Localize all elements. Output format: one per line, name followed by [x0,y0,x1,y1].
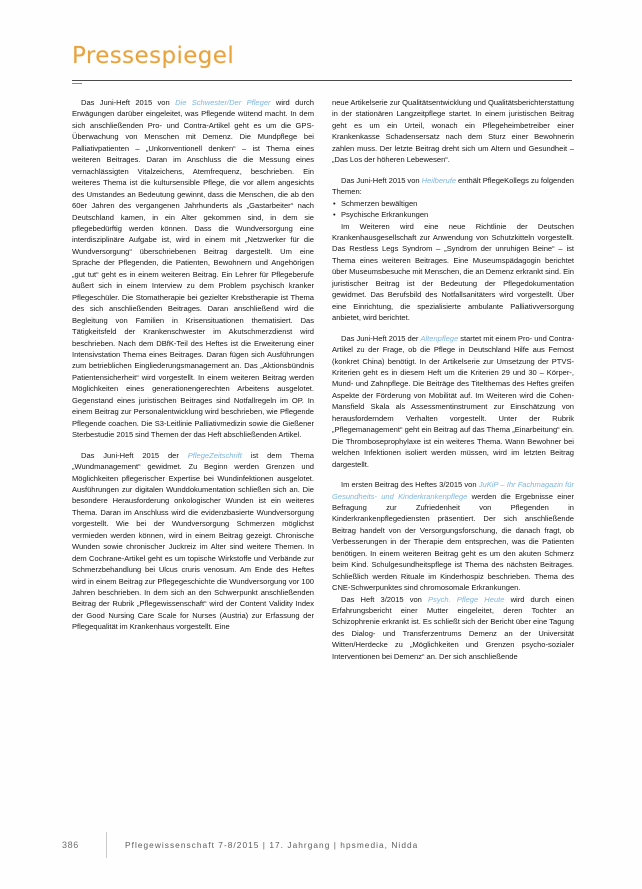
page-footer [0,832,642,862]
paragraph-text-segment: Im ersten Beitrag des Heftes 3/2015 von [341,480,479,490]
page-number: 386 [62,840,79,850]
list-item: • Schmerzen bewältigen [332,198,574,209]
paragraph-text-segment: wird durch einen Erfahrungsbericht einer Mutter eingeleitet, deren Tochter an Schizophrenie erkrankt ist. Es schließt sich der Bericht über eine Tagung des Dialog- und Transferzentrums Demenz an der Universität Witten/Herdecke zu „Möglichkeiten und Grenzen psycho-sozialer Interventionen bei Demenz“ an. Der sich anschließende [332,594,575,661]
journal-link-die-schwester-der-pfleger[interactable]: Die Schwester/Der Pfleger [175,98,271,107]
journal-link-altenpflege[interactable]: Altenpflege [420,333,459,343]
paragraph-psych-pflege-heute [332,594,574,663]
journal-link-psych-pflege-heute[interactable]: Psych. Pflege Heute [428,594,505,604]
page-header [72,44,572,71]
list-item: • Psychische Erkrankungen [332,209,574,220]
paragraph-altenpflege [332,333,574,470]
footer-divider [106,832,107,858]
paragraph-schwester-pfleger [72,97,314,441]
paragraph-text-segment: Das Juni-Heft 2015 von [81,98,176,107]
paragraph-text-segment: Das Heft 3/2015 von [341,594,429,604]
paragraph-heilberufe-continued: Im Weiteren wird eine neue Richtlinie der Deutschen Krankenhausgesellschaft zur Anwendung von Schutzkitteln vorgestellt. Das Restless Legs Syndrom – „Syndrom der unruhigen Beine“ – ist Thema eines weiteren Beitrages. Eine Museumspädagogin berichtet über Museumsbesuche mit Menschen, die an Demenz erkrankt sind. Ein juristischer Beitrag ist der Bedeutung der Pflegedokumentation gewidmet. Das Berufsbild des Notfallsanitäters wird vorgestellt. Über eine Einrichtung, die spezialisierte ambulante Palliativversorgung anbietet, wird berichtet. [332,221,574,323]
right-column [332,97,574,809]
header-rule-main [72,80,572,81]
article-columns [72,97,574,809]
journal-link-heilberufe[interactable]: Heilberufe [421,175,457,185]
header-rule [72,80,572,84]
paragraph-jukip [332,479,574,594]
pflegekolleg-topic-list [332,198,574,221]
footer-inner [62,832,418,858]
paragraph-text-segment: startet mit einem Pro- und Contra-Artikel zu der Frage, ob die Pflege in Deutschland Hilfe aus Fernost (konkret China) benötigt. In der Artikelserie zur Umsetzung der PTVS-Kriterien geht es in diesem Heft um die Kriterien 29 und 30 – Körper-, Mund- und Zahnpflege. Die Beiträge des Titelthemas des Heftes greifen Aspekte der Förderung von Mobilität auf. Im Weiteren wird die Cohen-Mansfield Skala als Assessmentinstrument zur Einschätzung von herausforderndem Verhalten vorgestellt. Unter der Rubrik „Pflegemanagement“ geht ein Beitrag auf das Thema „Einarbeitung“ ein. Die Thromboseprophylaxe ist ein weiteres Thema. Wann Bewohner bei welchen Infektionen isoliert werden müssen, wird im letzten Beitrag dargestellt. [332,333,574,469]
paragraph-heilberufe [332,175,574,198]
journal-link-pflegezeitschrift[interactable]: PflegeZeitschrift [187,450,242,460]
paragraph-text-segment: ist dem Thema „Wundmanagement“ gewidmet. Zu Beginn werden Grenzen und Möglichkeiten pflegerischer Expertise bei Wundinfektionen ausgelotet. Ausführungen zur digitalen Wunddokumentation schließen sich an. Die besondere Herausforderung onkologischer Wunden ist ein weiteres Thema. Daran im Anschluss wird die evidenzbasierte Wundversorgung vorgestellt. Wie bei der Wundversorgung Schmerzen möglichst vermieden werden können, wird in einem Beitrag gezeigt. Chronische Wunden sowie chronischer Juckreiz im Alter sind weitere Themen. In dem Cochrane-Artikel geht es um topische Wirkstoffe und Verbände zur Schmerzbehandlung bei Ulcus cruris venosum. Am Ende des Heftes wird in einem Beitrag zur Pflegegeschichte die Wundversorgung vor 100 Jahren beschrieben. In dem sich an den Schwerpunkt anschließenden Beitrag der Rubrik „Pflegewissenschaft“ wird der Content Validity Index der Good Nursing Care Scale for Nurses (Austria) zur Erfassung der Pflegequalität im Krankenhaus vorgestellt. Eine [72,450,314,632]
paragraph-text-segment: werden die Ergebnisse einer Befragung zur Zufriedenheit von Pflegenden in Kinderkrankenpflegediensten präsentiert. Der sich anschließende Beitrag handelt von der Versorgungsforschung, die danach fragt, ob Verbesserungen in der Therapie dem entsprechen, was die Patienten benötigen. In einem weiteren Beitrag geht es um den akuten Schmerz beim Kind. Schulgesundheitspflege ist Thema des nächsten Beitrages. Schließlich werden Rituale im Kinderhospiz beschrieben. Thema des CNE-Schwerpunktes sind chromosomale Erkrankungen. [332,491,574,593]
left-column [72,97,314,809]
page-title: Pressespiegel [72,43,235,69]
paragraph-pflegezeitschrift-continued: neue Artikelserie zur Qualitätsentwicklung und Qualitätsberichterstattung in der stationären Langzeitpflege startet. In einem juristischen Beitrag geht es um ein Urteil, wonach ein Pflegeheimbetreiber einer Krankenkasse Schadensersatz nach dem Sturz einer Bewohnerin zahlen muss. Der letzte Beitrag dreht sich um Altern und Gesundheit – „Das Los der höheren Lebewesen“. [332,98,574,165]
header-rule-tick [72,83,82,84]
journal-link-jukip[interactable]: JuKiP – Ihr Fachmagazin für Gesundheits- und Kinderkrankenpflege [332,480,574,501]
paragraph-text-segment: wird durch Erwägungen darüber eingeleitet, was Pflegende wütend macht. In dem sich anschließenden Pro- und Contra-Artikel geht es um die GPS-Überwachung von Menschen mit Demenz. Die Mundpflege bei Palliativpatienten – „Unkonventionell denken“ – ist Thema eines weiteren Beitrages. Daran im Anschluss die die Messung eines vernachlässigten Vitalzeichens, Atemfrequenz, beschrieben. Ein weiteres Thema ist die kultursensible Pflege, die vor allem angesichts des Umstandes an Bedeutung gewinnt, dass die Menschen, die ab den 60er Jahren des vergangenen Jahrhunderts als „Gastarbeiter“ nach Deutschland kamen, in ein Alter gekommen sind, in dem sie pflegebedürftig werden können. Dass die Wundversorgung eine interdisziplinäre Aufgabe ist, wird in einem mit „Netzwerker für die Wundversorgung“ überschriebenen Beitrag dargestellt. Um eine Sprache der Pflegenden, die Patienten, Bewohnern und Angehörigen „gut tut“ geht es in einem weiteren Beitrag. Ein Lehrer für Pflegeberufe äußert sich in einem Interview zu dem Problem psychisch kranker Pflegeschüler. Die Stomatherapie bei gezielter Krebstherapie ist Thema des sich anschließenden Beitrages. Daran anschließend wird die Begleitung von Familien in Krisensituationen thematisiert. Das Tätigkeitsfeld der Krankenschwester im Akutschmerzdienst wird beschrieben. Nach dem DBfK-Teil des Heftes ist die Erweiterung einer Intensivstation Thema eines Beitrages. Daran fügen sich Ausführungen zum betrieblichen Eingliederungsmanagement an. Das „Aktionsbündnis Patientensicherheit“ wird vorgestellt. In einem weiteren Beitrag werden Möglichkeiten eines generationengerechten Arbeitens ausgelotet. Gegenstand eines juristischen Beitrages sind Notfallregeln im OP. In einem Beitrag zur Personalentwicklung wird beschrieben, wie Pflegende Pflegende coachen. Die S3-Leitlinie Palliativmedizin sowie die Gießener Sterbestudie 2015 sind Themen der das Heft abschließenden Artikel. [72,98,314,440]
footer-citation: Pflegewissenschaft 7-8/2015 | 17. Jahrgang | hpsmedia, Nidda [125,840,419,850]
paragraph-text-segment: enthält PflegeKollegs zu folgenden Themen: [332,175,574,197]
paragraph-text-segment: Das Juni-Heft 2015 der [81,450,188,460]
paragraph-text-segment: Das Juni-Heft 2015 der [341,333,421,343]
paragraph-text-segment: Das Juni-Heft 2015 von [341,175,422,185]
paragraph-pflegezeitschrift [72,450,314,633]
